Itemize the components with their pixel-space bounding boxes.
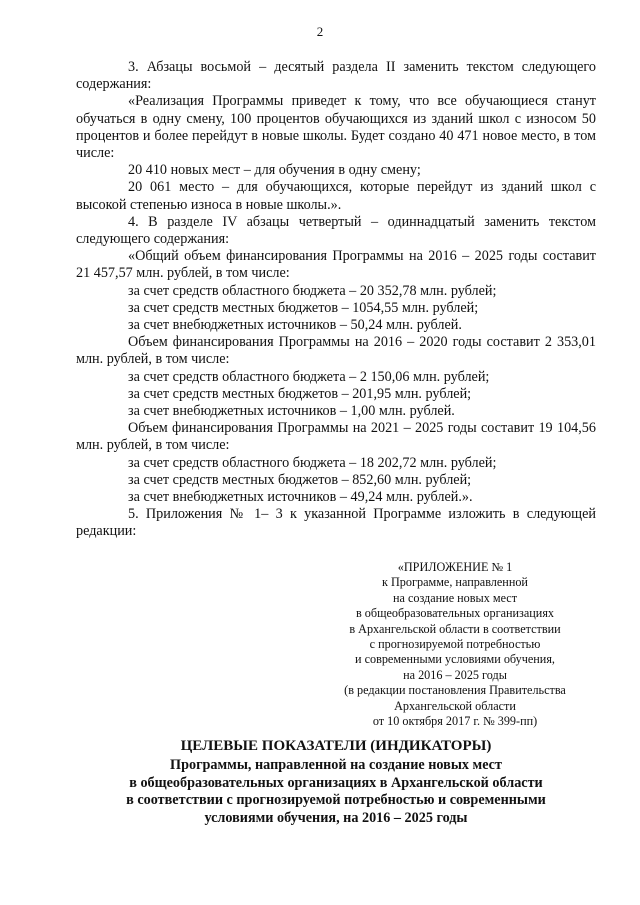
heading-line: условиями обучения, на 2016 – 2025 годы xyxy=(204,809,468,826)
paragraph-new-schools: 20 061 место – для обучающихся, которые перейдут из зданий школ с высокой степенью износа в новые школы.». xyxy=(76,179,596,213)
appendix-line: «ПРИЛОЖЕНИЕ № 1 xyxy=(397,560,513,574)
paragraph-amend-5: 5. Приложения № 1– 3 к указанной Программе изложить в следующей редакции: xyxy=(76,506,596,540)
heading-line: в общеобразовательных организациях в Архангельской области xyxy=(129,774,543,791)
paragraph-total-funding: «Общий объем финансирования Программы на 2016 – 2025 годы составит 21 457,57 млн. рублей, в том числе: xyxy=(76,248,596,282)
paragraph-local-budget-2021: за счет средств местных бюджетов – 852,60 млн. рублей; xyxy=(128,471,472,488)
appendix-line: на 2016 – 2025 годы xyxy=(403,667,507,682)
heading-line: в соответствии с прогнозируемой потребностью и современными xyxy=(126,792,546,809)
appendix-line: и современными условиями обучения, xyxy=(355,652,555,667)
appendix-line: в общеобразовательных организациях xyxy=(355,606,555,621)
paragraph-amend-3: 3. Абзацы восьмой – десятый раздела II заменить текстом следующего содержания: xyxy=(76,59,596,93)
paragraph-funding-2016-2020: Объем финансирования Программы на 2016 – 2020 годы составит 2 353,01 млн. рублей, в том числе: xyxy=(76,334,596,368)
paragraph-regional-budget-2016: за счет средств областного бюджета – 2 150,06 млн. рублей; xyxy=(128,368,490,385)
heading-title: ЦЕЛЕВЫЕ ПОКАЗАТЕЛИ (ИНДИКАТОРЫ) xyxy=(180,738,492,754)
appendix-line: на создание новых мест xyxy=(392,590,518,605)
page-number: 2 xyxy=(316,24,324,39)
document-body xyxy=(76,59,596,541)
appendix-line: (в редакции постановления Правительства xyxy=(344,683,566,698)
appendix-line: к Программе, направленной xyxy=(382,575,528,590)
appendix-block xyxy=(330,560,580,729)
heading-line: Программы, направленной на создание новых мест xyxy=(170,757,502,774)
appendix-line: от 10 октября 2017 г. № 399-пп) xyxy=(372,714,538,729)
appendix-line: Архангельской области xyxy=(394,698,516,713)
paragraph-regional-budget-total: за счет средств областного бюджета – 20 352,78 млн. рублей; xyxy=(128,282,497,299)
appendix-line: в Архангельской области в соответствии xyxy=(349,621,561,636)
paragraph-one-shift: 20 410 новых мест – для обучения в одну смену; xyxy=(128,162,421,179)
paragraph-extrabudget-total: за счет внебюджетных источников – 50,24 млн. рублей. xyxy=(128,317,462,334)
paragraph-extrabudget-2021: за счет внебюджетных источников – 49,24 млн. рублей.». xyxy=(128,489,473,506)
appendix-line: с прогнозируемой потребностью xyxy=(369,637,541,652)
paragraph-quote-realization: «Реализация Программы приведет к тому, что все обучающиеся станут обучаться в одну смену, 100 процентов обучающихся из зданий школ с износом 50 процентов и более перейдут в новые школы. Будет создано 40 471 новое место, в том числе: xyxy=(76,93,596,162)
paragraph-funding-2021-2025: Объем финансирования Программы на 2021 – 2025 годы составит 19 104,56 млн. рублей, в том числе: xyxy=(76,420,596,454)
paragraph-local-budget-total: за счет средств местных бюджетов – 1054,55 млн. рублей; xyxy=(128,299,479,316)
paragraph-local-budget-2016: за счет средств местных бюджетов – 201,95 млн. рублей; xyxy=(128,385,472,402)
paragraph-extrabudget-2016: за счет внебюджетных источников – 1,00 млн. рублей. xyxy=(128,403,455,420)
indicators-heading xyxy=(76,738,596,827)
paragraph-amend-4: 4. В разделе IV абзацы четвертый – одиннадцатый заменить текстом следующего содержания: xyxy=(76,213,596,248)
paragraph-regional-budget-2021: за счет средств областного бюджета – 18 202,72 млн. рублей; xyxy=(128,454,497,471)
